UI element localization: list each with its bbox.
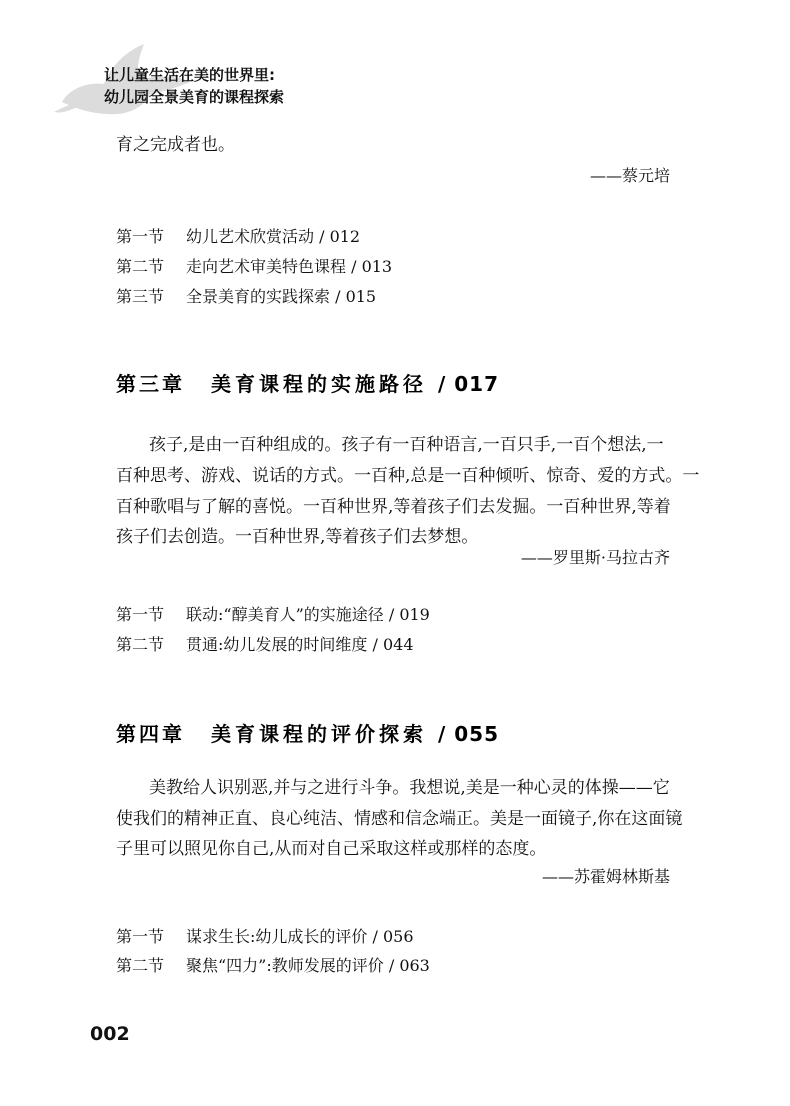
book-title-line1: 让儿童生活在美的世界里:	[104, 66, 275, 84]
toc-section-number: 第一节	[116, 227, 165, 246]
chapter-number: 第三章	[116, 372, 185, 396]
toc-section-title: 联动:“醇美育人”的实施途径 / 019	[186, 605, 430, 624]
chapter-quote-line: 使我们的精神正直、良心纯洁、情感和信念端正。美是一面镜子,你在这面镜	[116, 809, 683, 829]
toc-section-number: 第一节	[116, 605, 165, 624]
book-title-line2: 幼儿园全景美育的课程探索	[104, 88, 285, 106]
quote-attribution: ——蔡元培	[589, 166, 670, 185]
chapter-quote-line: 孩子们去创造。一百种世界,等着孩子们去梦想。	[116, 527, 479, 547]
chapter-quote-line: 孩子,是由一百种组成的。孩子有一百种语言,一百只手,一百个想法,一	[149, 435, 664, 455]
toc-section-number: 第二节	[116, 635, 165, 654]
toc-section-number: 第二节	[116, 257, 165, 276]
book-title-header	[104, 64, 284, 108]
toc-item	[116, 632, 414, 655]
chapter-title: 美育课程的评价探索	[211, 722, 427, 746]
chapter-page: / 055	[437, 722, 499, 746]
toc-item	[116, 224, 360, 247]
chapter-heading	[116, 718, 499, 747]
chapter-number: 第四章	[116, 722, 185, 746]
toc-section-title: 走向艺术审美特色课程 / 013	[186, 257, 393, 276]
chapter-quote-attribution: ——苏霍姆林斯基	[541, 867, 670, 886]
toc-section-number: 第二节	[116, 956, 165, 975]
toc-section-title: 幼儿艺术欣赏活动 / 012	[186, 227, 361, 246]
chapter-quote-line: 百种歌唱与了解的喜悦。一百种世界,等着孩子们去发掘。一百种世界,等着	[116, 497, 671, 517]
chapter-heading	[116, 368, 499, 397]
toc-item	[116, 284, 376, 307]
toc-item	[116, 602, 430, 625]
toc-section-title: 全景美育的实践探索 / 015	[186, 287, 377, 306]
quote-continuation: 育之完成者也。	[116, 135, 235, 155]
chapter-title: 美育课程的实施路径	[211, 372, 427, 396]
chapter-quote-line: 美教给人识别恶,并与之进行斗争。我想说,美是一种心灵的体操——它	[149, 778, 670, 798]
toc-section-number: 第三节	[116, 287, 165, 306]
toc-section-title: 贯通:幼儿发展的时间维度 / 044	[186, 635, 414, 654]
chapter-quote-line: 百种思考、游戏、说话的方式。一百种,总是一百种倾听、惊奇、爱的方式。一	[116, 466, 700, 486]
toc-section-number: 第一节	[116, 927, 165, 946]
toc-item	[116, 924, 414, 947]
chapter-page: / 017	[437, 372, 499, 396]
toc-item	[116, 953, 430, 976]
page-number: 002	[90, 1023, 130, 1045]
chapter-quote-line: 子里可以照见你自己,从而对自己采取这样或那样的态度。	[116, 839, 547, 859]
toc-section-title: 聚焦“四力”:教师发展的评价 / 063	[186, 956, 430, 975]
chapter-quote-attribution: ——罗里斯·马拉古齐	[520, 548, 670, 567]
toc-section-title: 谋求生长:幼儿成长的评价 / 056	[186, 927, 414, 946]
toc-item	[116, 254, 392, 277]
